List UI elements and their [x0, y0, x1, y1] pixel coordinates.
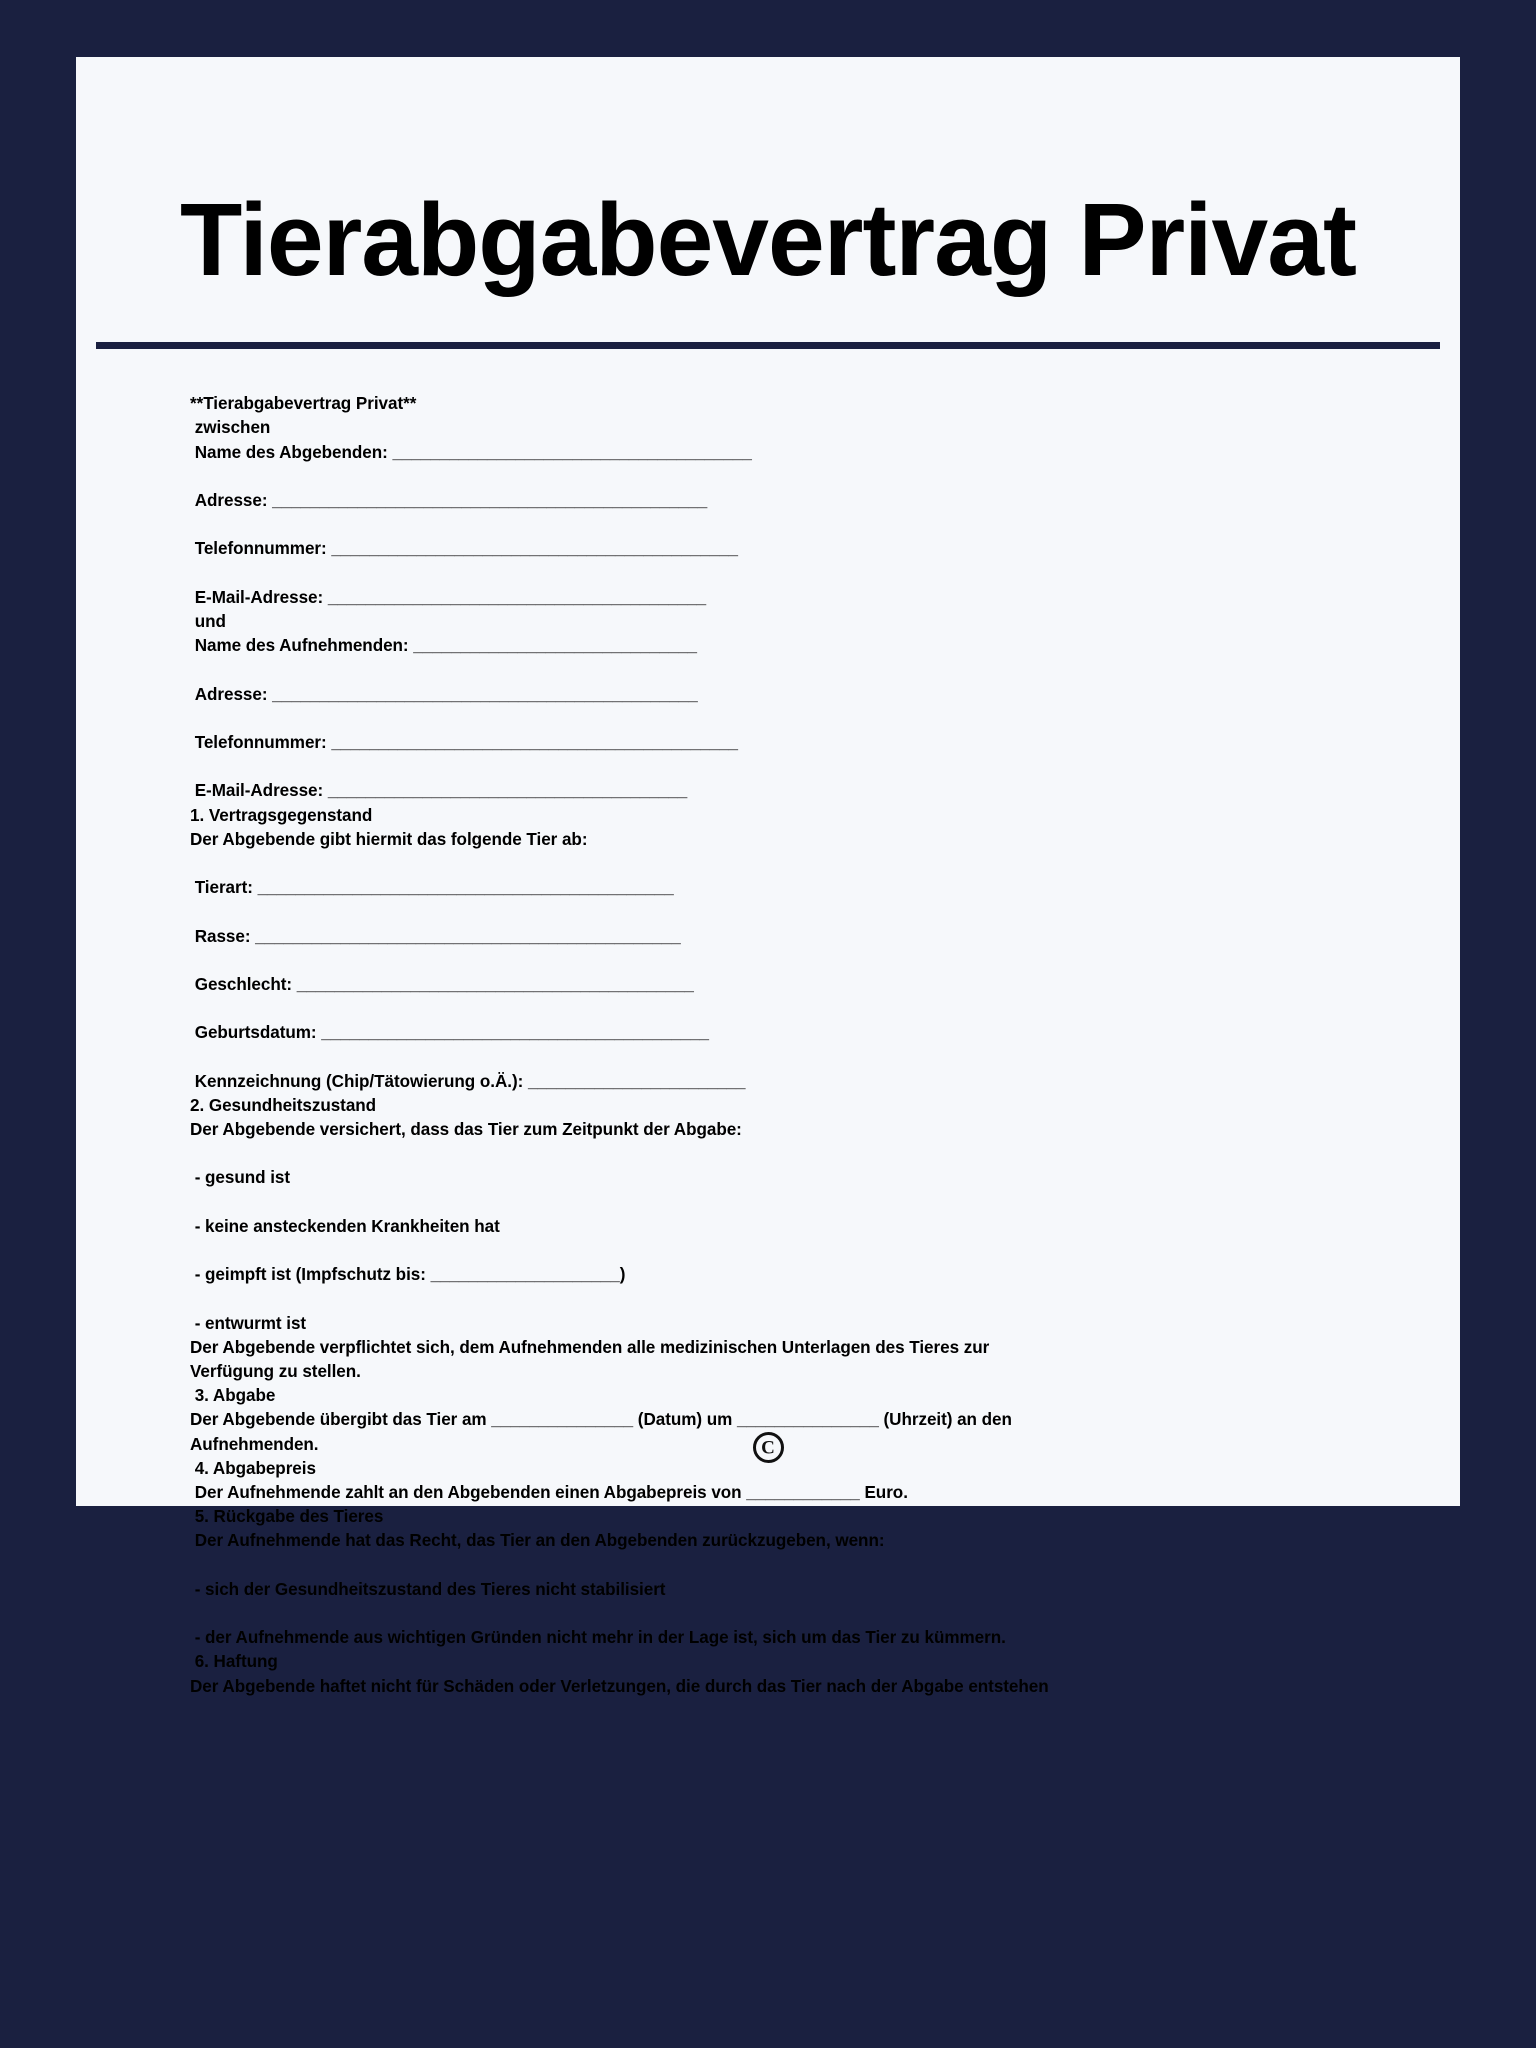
document-sheet [76, 57, 1460, 1696]
contract-line: Kennzeichnung (Chip/Tätowierung o.Ä.): _______________________ [190, 1071, 746, 1091]
contract-line: E-Mail-Adresse: ________________________________________ [190, 587, 707, 607]
contract-line: Der Aufnehmende zahlt an den Abgebenden einen Abgabepreis von ____________ Euro. [190, 1483, 908, 1503]
contract-line: Der Abgebende gibt hiermit das folgende Tier ab: [190, 829, 588, 849]
contract-line: Rasse: _____________________________________________ [190, 926, 681, 946]
contract-line: Name des Abgebenden: ______________________________________ [190, 442, 752, 462]
footer-copyright [76, 1432, 1460, 1468]
document-body [76, 349, 1460, 1699]
spacer-line [190, 1142, 1370, 1166]
contract-line: **Tierabgabevertrag Privat** [190, 394, 417, 414]
contract-line: Verfügung zu stellen. [190, 1362, 361, 1382]
contract-line: Der Aufnehmende hat das Recht, das Tier an den Abgebenden zurückzugeben, wenn: [190, 1531, 885, 1551]
contract-line: und [190, 611, 226, 631]
spacer-line [190, 1239, 1370, 1263]
contract-line: Der Abgebende haftet nicht für Schäden oder Verletzungen, die durch das Tier nach der Abgabe entstehen [190, 1676, 1049, 1696]
title-zone [76, 57, 1460, 349]
contract-line: 4. Abgabepreis [190, 1458, 316, 1478]
spacer-line [190, 1602, 1370, 1626]
contract-line: - geimpft ist (Impfschutz bis: ____________________) [190, 1265, 626, 1285]
contract-line: - keine ansteckenden Krankheiten hat [190, 1216, 500, 1236]
contract-line: Adresse: _____________________________________________ [190, 684, 698, 704]
contract-line: - sich der Gesundheitszustand des Tieres nicht stabilisiert [190, 1579, 666, 1599]
contract-line: Geschlecht: __________________________________________ [190, 974, 694, 994]
contract-line: Geburtsdatum: _________________________________________ [190, 1023, 709, 1043]
spacer-line [190, 707, 1370, 731]
spacer-line [190, 1191, 1370, 1215]
contract-line: 3. Abgabe [190, 1386, 276, 1406]
contract-line: Telefonnummer: ___________________________________________ [190, 539, 738, 559]
copyright-icon [753, 1432, 784, 1463]
contract-line: Tierart: ____________________________________________ [190, 878, 674, 898]
spacer-line [190, 1287, 1370, 1311]
spacer-line [190, 513, 1370, 537]
spacer-line [190, 949, 1370, 973]
contract-line: - der Aufnehmende aus wichtigen Gründen nicht mehr in der Lage ist, sich um das Tier zu kümmern. [190, 1628, 1006, 1648]
contract-line: Aufnehmenden. [190, 1434, 319, 1454]
spacer-line [190, 755, 1370, 779]
contract-line: Telefonnummer: ___________________________________________ [190, 732, 738, 752]
contract-line: - entwurmt ist [190, 1313, 307, 1333]
spacer-line [190, 997, 1370, 1021]
contract-text-block [190, 392, 1370, 1699]
contract-line: 2. Gesundheitszustand [190, 1095, 377, 1115]
contract-line: E-Mail-Adresse: ______________________________________ [190, 781, 688, 801]
spacer-line [190, 1046, 1370, 1070]
spacer-line [190, 658, 1370, 682]
page-title: Tierabgabevertrag Privat [180, 182, 1356, 297]
contract-line: - gesund ist [190, 1168, 291, 1188]
contract-line: 5. Rückgabe des Tieres [190, 1507, 384, 1527]
contract-line: zwischen [190, 418, 271, 438]
contract-line: Der Abgebende übergibt das Tier am _______________ (Datum) um _______________ (Uhrzeit) an den [190, 1410, 1012, 1430]
title-divider [96, 342, 1440, 349]
contract-line: Adresse: ______________________________________________ [190, 490, 708, 510]
spacer-line [190, 852, 1370, 876]
spacer-line [190, 900, 1370, 924]
contract-line: Name des Aufnehmenden: ______________________________ [190, 636, 697, 656]
contract-line: 1. Vertragsgegenstand [190, 805, 373, 825]
spacer-line [190, 562, 1370, 586]
contract-line: Der Abgebende versichert, dass das Tier zum Zeitpunkt der Abgabe: [190, 1120, 742, 1140]
spacer-line [190, 1554, 1370, 1578]
spacer-line [190, 465, 1370, 489]
contract-line: 6. Haftung [190, 1652, 278, 1672]
contract-line: Der Abgebende verpflichtet sich, dem Aufnehmenden alle medizinischen Unterlagen des Tieres zur [190, 1337, 990, 1357]
